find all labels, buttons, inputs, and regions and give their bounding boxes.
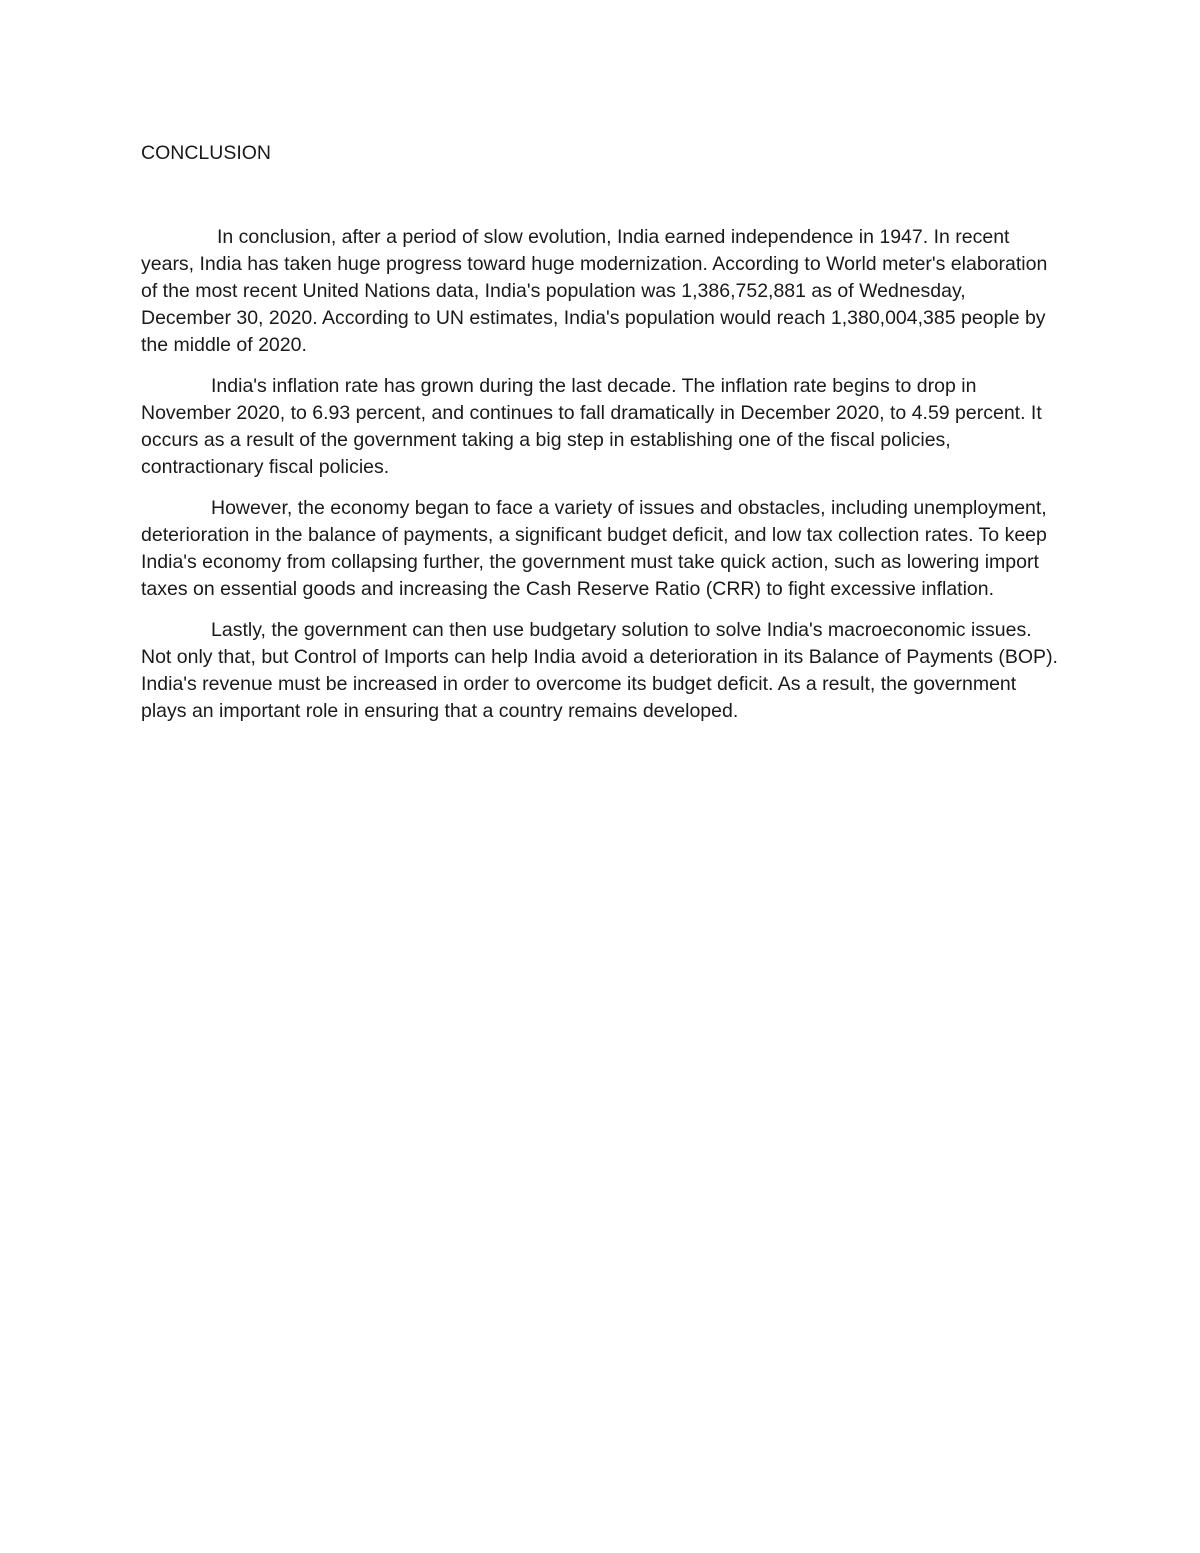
paragraph-3: However, the economy began to face a variety of issues and obstacles, including unemployment, deterioration in the balance of payments, a significant budget deficit, and low tax collection rates. To keep India's economy from collapsing further, the government must take quick action, such as lowering import taxes on essential goods and increasing the Cash Reserve Ratio (CRR) to fight excessive inflation. (141, 497, 1047, 600)
paragraph-4: Lastly, the government can then use budgetary solution to solve India's macroeconomic issues. Not only that, but Control of Imports can help India avoid a deterioration in its Balance of Payments (BOP). India's revenue must be increased in order to overcome its budget deficit. As a result, the government plays an important role in ensuring that a country remains developed. (141, 619, 1058, 722)
paragraph-1: In conclusion, after a period of slow evolution, India earned independence in 1947. In recent years, India has taken huge progress toward huge modernization. According to World meter's elaboration of the most recent United Nations data, India's population was 1,386,752,881 as of Wednesday, December 30, 2020. According to UN estimates, India's population would reach 1,380,004,385 people by the middle of 2020. (141, 226, 1048, 356)
document-body (141, 140, 1061, 739)
paragraph-2: India's inflation rate has grown during the last decade. The inflation rate begins to drop in November 2020, to 6.93 percent, and continues to fall dramatically in December 2020, to 4.59 percent. It occurs as a result of the government taking a big step in establishing one of the fiscal policies, contractionary fiscal policies. (141, 375, 1042, 478)
document-heading: CONCLUSION (141, 142, 272, 164)
